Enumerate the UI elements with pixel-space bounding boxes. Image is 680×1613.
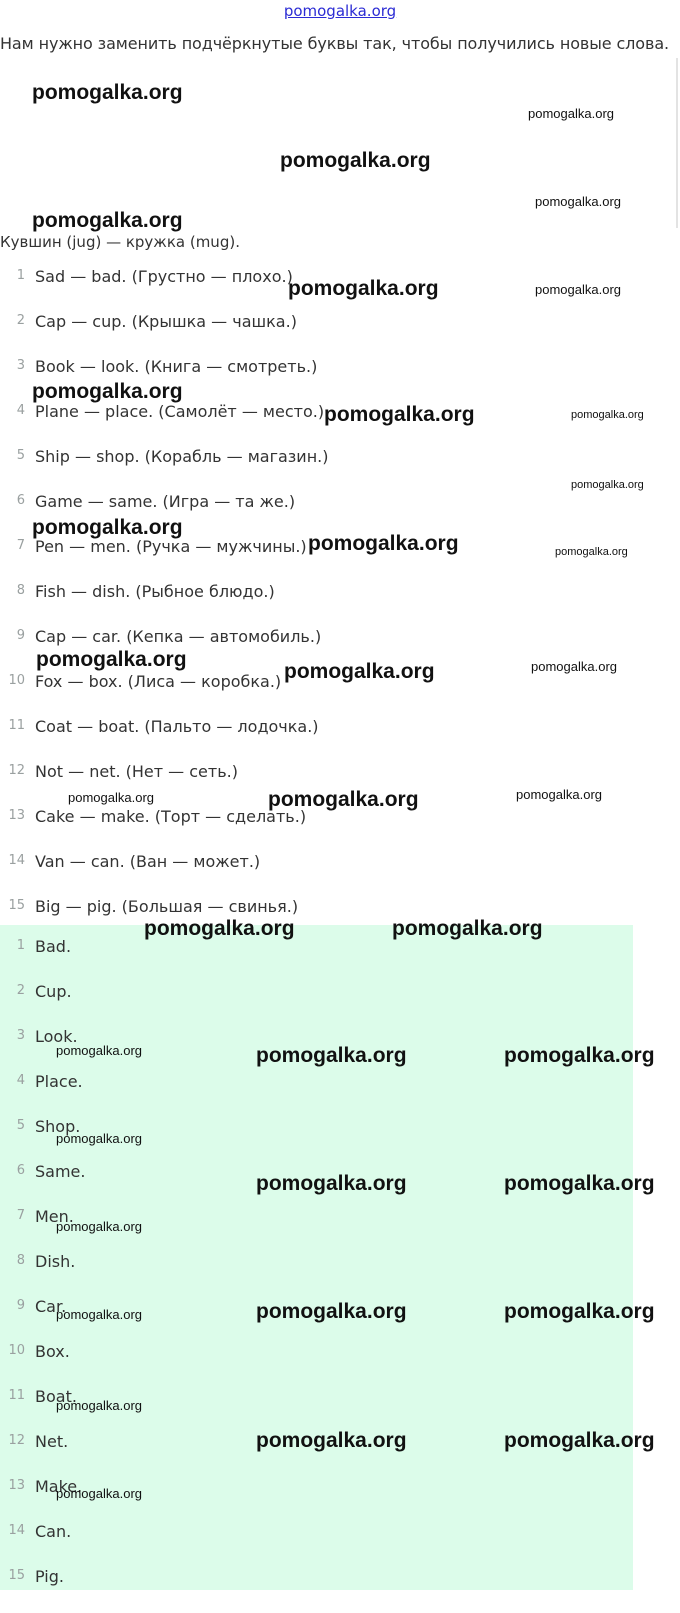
item-number: 11 <box>8 1388 25 1403</box>
item-text: Pen — men. (Ручка — мужчины.) <box>35 537 307 556</box>
item-text: Net. <box>35 1432 69 1451</box>
item-number: 6 <box>16 1163 25 1178</box>
item-number: 8 <box>16 1253 25 1268</box>
item-text: Cap — cup. (Крышка — чашка.) <box>35 312 297 331</box>
watermark: pomogalka.org <box>535 282 621 297</box>
item-text: Van — can. (Ван — может.) <box>35 852 261 871</box>
watermark: pomogalka.org <box>144 917 295 940</box>
item-text: Book — look. (Книга — смотреть.) <box>35 357 318 376</box>
watermark: pomogalka.org <box>324 403 475 426</box>
watermark: pomogalka.org <box>32 81 183 104</box>
watermark: pomogalka.org <box>56 1219 142 1234</box>
item-number: 12 <box>8 763 25 778</box>
watermark: pomogalka.org <box>288 277 439 300</box>
item-text: Dish. <box>35 1252 76 1271</box>
item-text: Cake — make. (Торт — сделать.) <box>35 807 307 826</box>
watermark: pomogalka.org <box>256 1300 407 1323</box>
item-text: Fox — box. (Лиса — коробка.) <box>35 672 282 691</box>
item-text: Pig. <box>35 1567 64 1586</box>
item-number: 5 <box>16 448 25 463</box>
item-text: Cap — car. (Кепка — автомобиль.) <box>35 627 322 646</box>
item-text: Shop. <box>35 1117 81 1136</box>
watermark: pomogalka.org <box>571 479 644 491</box>
watermark: pomogalka.org <box>504 1044 655 1067</box>
item-text: Sad — bad. (Грустно — плохо.) <box>35 267 293 286</box>
site-link[interactable]: pomogalka.org <box>283 2 397 20</box>
watermark: pomogalka.org <box>280 149 431 172</box>
item-number: 15 <box>8 1568 25 1583</box>
item-number: 7 <box>16 538 25 553</box>
item-number: 4 <box>16 1073 25 1088</box>
watermark: pomogalka.org <box>256 1044 407 1067</box>
watermark: pomogalka.org <box>268 788 419 811</box>
item-text: Boat. <box>35 1387 77 1406</box>
watermark: pomogalka.org <box>32 516 183 539</box>
item-number: 3 <box>16 358 25 373</box>
item-number: 1 <box>16 938 25 953</box>
watermark: pomogalka.org <box>56 1043 142 1058</box>
watermark: pomogalka.org <box>68 790 154 805</box>
watermark: pomogalka.org <box>56 1307 142 1322</box>
item-number: 8 <box>16 583 25 598</box>
item-number: 9 <box>16 1298 25 1313</box>
watermark: pomogalka.org <box>531 659 617 674</box>
watermark: pomogalka.org <box>56 1486 142 1501</box>
item-number: 7 <box>16 1208 25 1223</box>
item-number: 13 <box>8 808 25 823</box>
task-instruction: Нам нужно заменить подчёркнутые буквы так, чтобы получились новые слова. <box>0 34 670 53</box>
item-number: 14 <box>8 853 25 868</box>
watermark: pomogalka.org <box>528 106 614 121</box>
item-number: 5 <box>16 1118 25 1133</box>
item-text: Box. <box>35 1342 70 1361</box>
watermark: pomogalka.org <box>555 546 628 558</box>
item-number: 11 <box>8 718 25 733</box>
watermark: pomogalka.org <box>504 1172 655 1195</box>
item-number: 14 <box>8 1523 25 1538</box>
watermark: pomogalka.org <box>516 787 602 802</box>
item-number: 9 <box>16 628 25 643</box>
watermark: pomogalka.org <box>32 380 183 403</box>
watermark: pomogalka.org <box>256 1429 407 1452</box>
watermark: pomogalka.org <box>284 660 435 683</box>
watermark: pomogalka.org <box>535 194 621 209</box>
item-text: Cup. <box>35 982 72 1001</box>
item-number: 10 <box>8 673 25 688</box>
scrollbar-edge <box>676 58 678 228</box>
watermark: pomogalka.org <box>308 532 459 555</box>
watermark: pomogalka.org <box>36 648 187 671</box>
item-text: Car. <box>35 1297 67 1316</box>
item-text: Make. <box>35 1477 83 1496</box>
item-number: 2 <box>16 983 25 998</box>
watermark: pomogalka.org <box>504 1429 655 1452</box>
item-number: 13 <box>8 1478 25 1493</box>
item-text: Big — pig. (Большая — свинья.) <box>35 897 299 916</box>
item-number: 10 <box>8 1343 25 1358</box>
item-text: Bad. <box>35 937 72 956</box>
watermark: pomogalka.org <box>392 917 543 940</box>
item-text: Place. <box>35 1072 83 1091</box>
item-text: Same. <box>35 1162 86 1181</box>
item-text: Ship — shop. (Корабль — магазин.) <box>35 447 329 466</box>
item-number: 12 <box>8 1433 25 1448</box>
watermark: pomogalka.org <box>32 209 183 232</box>
item-text: Plane — place. (Самолёт — место.) <box>35 402 325 421</box>
item-number: 2 <box>16 313 25 328</box>
item-text: Men. <box>35 1207 74 1226</box>
task-example: Кувшин (jug) — кружка (mug). <box>0 233 240 251</box>
item-number: 15 <box>8 898 25 913</box>
watermark: pomogalka.org <box>56 1398 142 1413</box>
item-number: 4 <box>16 403 25 418</box>
item-number: 3 <box>16 1028 25 1043</box>
watermark: pomogalka.org <box>571 409 644 421</box>
watermark: pomogalka.org <box>256 1172 407 1195</box>
item-text: Can. <box>35 1522 72 1541</box>
item-text: Look. <box>35 1027 78 1046</box>
item-text: Coat — boat. (Пальто — лодочка.) <box>35 717 319 736</box>
item-text: Game — same. (Игра — та же.) <box>35 492 296 511</box>
watermark: pomogalka.org <box>56 1131 142 1146</box>
item-text: Not — net. (Нет — сеть.) <box>35 762 238 781</box>
item-number: 1 <box>16 268 25 283</box>
watermark: pomogalka.org <box>504 1300 655 1323</box>
item-text: Fish — dish. (Рыбное блюдо.) <box>35 582 275 601</box>
item-number: 6 <box>16 493 25 508</box>
